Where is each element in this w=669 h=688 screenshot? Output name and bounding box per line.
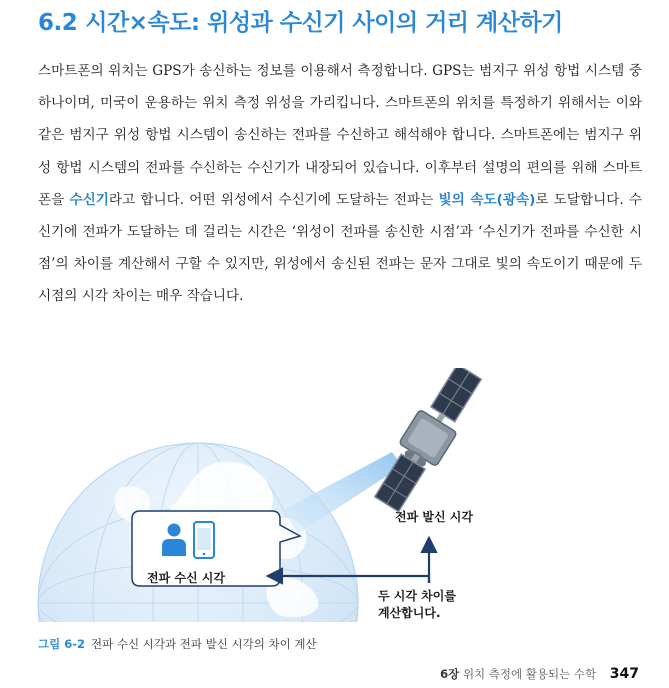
send-time-label: 전파 발신 시각 [395,510,473,524]
receive-time-label: 전파 수신 시각 [147,571,225,585]
figure-illustration [0,368,669,630]
body-paragraph [38,55,642,313]
figure-caption-text: 전파 수신 시각과 전파 발신 시각의 차이 계산 [91,637,317,651]
figure-caption [38,636,317,652]
body-seg-1: 스마트폰의 위치는 GPS가 송신하는 정보를 이용해서 측정합니다. GPS는 범지구 위성 항법 시스템 중 하나이며, 미국이 운용하는 위치 측정 위성을 가리킵니다. 스마트폰의 위치를 특정하기 위해서는 이와 같은 범지구 위성 항법 시스템이 송신하는 전파를 수신하고 해석해야 합니다. 스마트폰에는 범지구 위성 항법 시스템의 전파를 수신하는 수신기가 내장되어 있습니다. 이후부터 설명의 편의를 위해 스마트폰을 [38,63,642,208]
difference-label-line2: 계산합니다. [378,606,441,620]
section-number: 6.2 [38,10,78,36]
satellite-icon [368,368,488,516]
body-text [38,55,642,313]
term-receiver: 수신기 [69,191,109,208]
body-seg-2: 라고 합니다. 어떤 위성에서 수신기에 도달하는 전파는 [108,191,439,208]
figure-number: 그림 6-2 [38,637,85,651]
page-footer [440,666,639,682]
term-speed-of-light: 빛의 속도(광속) [438,191,536,208]
page-number: 347 [609,666,639,682]
difference-label-line1: 두 시각 차이를 [378,589,456,603]
body-seg-3: 로 도달합니다. 수신기에 전파가 도달하는 데 걸리는 시간은 ‘위성이 전파를 송신한 시점’과 ‘수신기가 전파를 수신한 시점’의 차이를 계산해서 구할 수 있지만, 위성에서 송신된 전파는 문자 그대로 빛의 속도이기 때문에 두 시점의 시각 차이는 매우 작습니다. [38,191,642,305]
section-title: 시간×속도: 위성과 수신기 사이의 거리 계산하기 [85,10,563,36]
figure-6-2 [0,368,669,630]
footer-chapter: 6장 [440,667,460,681]
section-heading [38,4,563,37]
footer-chapter-title: 위치 측정에 활용되는 수학 [462,667,597,681]
smartphone-icon [194,522,214,558]
